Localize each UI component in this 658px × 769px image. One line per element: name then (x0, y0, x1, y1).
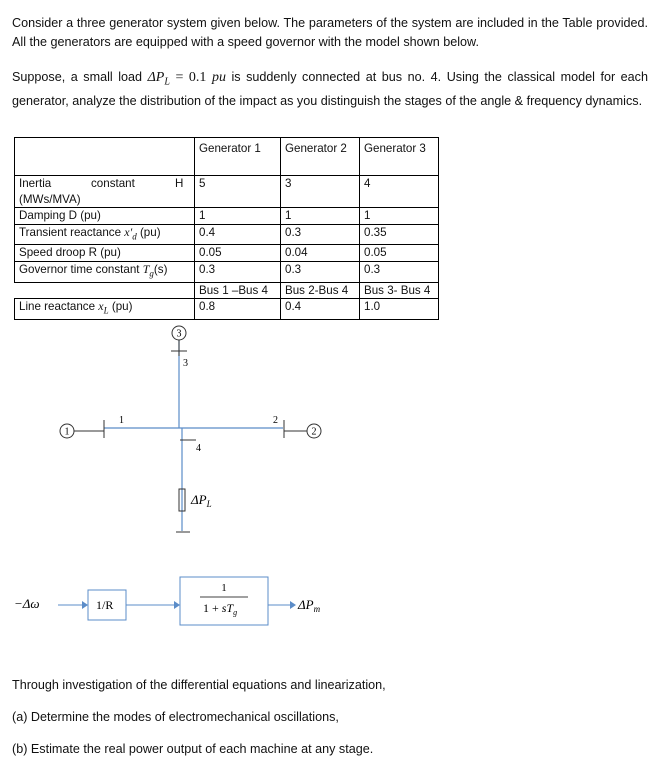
bus-4-label: 4 (196, 443, 201, 454)
cell-value: 0.4 (195, 224, 281, 245)
questions-intro: Through investigation of the differential equations and linearization, (12, 678, 386, 692)
cell-value: 0.04 (281, 245, 360, 262)
row-label-governor-time-constant: Governor time constant $T_g(s)$ (15, 261, 195, 282)
bus-1-label: 1 (119, 415, 124, 426)
tf-denominator: $1 + sT_g$ (203, 601, 238, 617)
intro-paragraph-1: Consider a three generator system given below. The parameters of the system are included in the Table provided. All the generators are equipped with a speed governor with the model shown below. (12, 16, 648, 49)
row-label-damping: Damping D (pu) (15, 208, 195, 225)
cell-value: 0.3 (281, 224, 360, 245)
cell-value: 0.35 (360, 224, 439, 245)
cell-value: 0.3 (360, 261, 439, 282)
generator-2-label: 2 (311, 426, 317, 438)
load-label: $\Delta P_L$ (191, 492, 212, 509)
tf-numerator: 1 (221, 582, 227, 594)
row-label-line-reactance: Line reactance $x_L$ (pu) (15, 299, 195, 320)
cell-value: 1.0 (360, 299, 439, 320)
row-label-transient-reactance: Transient reactance $x'_d$ (pu) (15, 224, 195, 245)
output-delta-pm-label: $\Delta P_m$ (298, 597, 321, 614)
cell-value: 5 (195, 176, 281, 208)
bus-2-label: 2 (273, 415, 278, 426)
governor-block-diagram (14, 577, 321, 625)
gain-label: 1/R (96, 598, 114, 612)
cell-value: 0.05 (195, 245, 281, 262)
intro-paragraph-2: Suppose, a small load $\Delta P_L = 0.1$ pu is suddenly connected at bus no. 4. Using the classical model for each generator, analyze the distribution of the impact as you distinguish the stages of the angle & frequency dynamics. (12, 70, 648, 108)
cell-value: 1 (195, 208, 281, 225)
cell-value: 3 (281, 176, 360, 208)
question-a: (a) Determine the modes of electromechanical oscillations, (12, 710, 339, 724)
bus-3-label: 3 (183, 358, 188, 369)
cell-value: 0.3 (195, 261, 281, 282)
header-generator-1: Generator 1 (195, 138, 281, 176)
cell-value: 0.4 (281, 299, 360, 320)
cell-value: 4 (360, 176, 439, 208)
row-label-speed-droop: Speed droop R (pu) (15, 245, 195, 262)
question-b: (b) Estimate the real power output of each machine at any stage. (12, 742, 374, 756)
cell-value: 0.05 (360, 245, 439, 262)
header-generator-3: Generator 3 (360, 138, 439, 176)
input-delta-omega-label: −Δω (14, 596, 40, 611)
cell-value: 0.8 (195, 299, 281, 320)
header-generator-2: Generator 2 (281, 138, 360, 176)
line-header-3-4: Bus 3- Bus 4 (360, 282, 439, 299)
generator-1-label: 1 (64, 426, 70, 438)
cell-value: 1 (360, 208, 439, 225)
line-header-1-4: Bus 1 –Bus 4 (195, 282, 281, 299)
row-label-inertia: Inertia constant H (MWs/MVA) (15, 176, 195, 208)
cell-value: 0.3 (281, 261, 360, 282)
generator-3-label: 3 (176, 328, 182, 340)
cell-value: 1 (281, 208, 360, 225)
line-header-2-4: Bus 2-Bus 4 (281, 282, 360, 299)
